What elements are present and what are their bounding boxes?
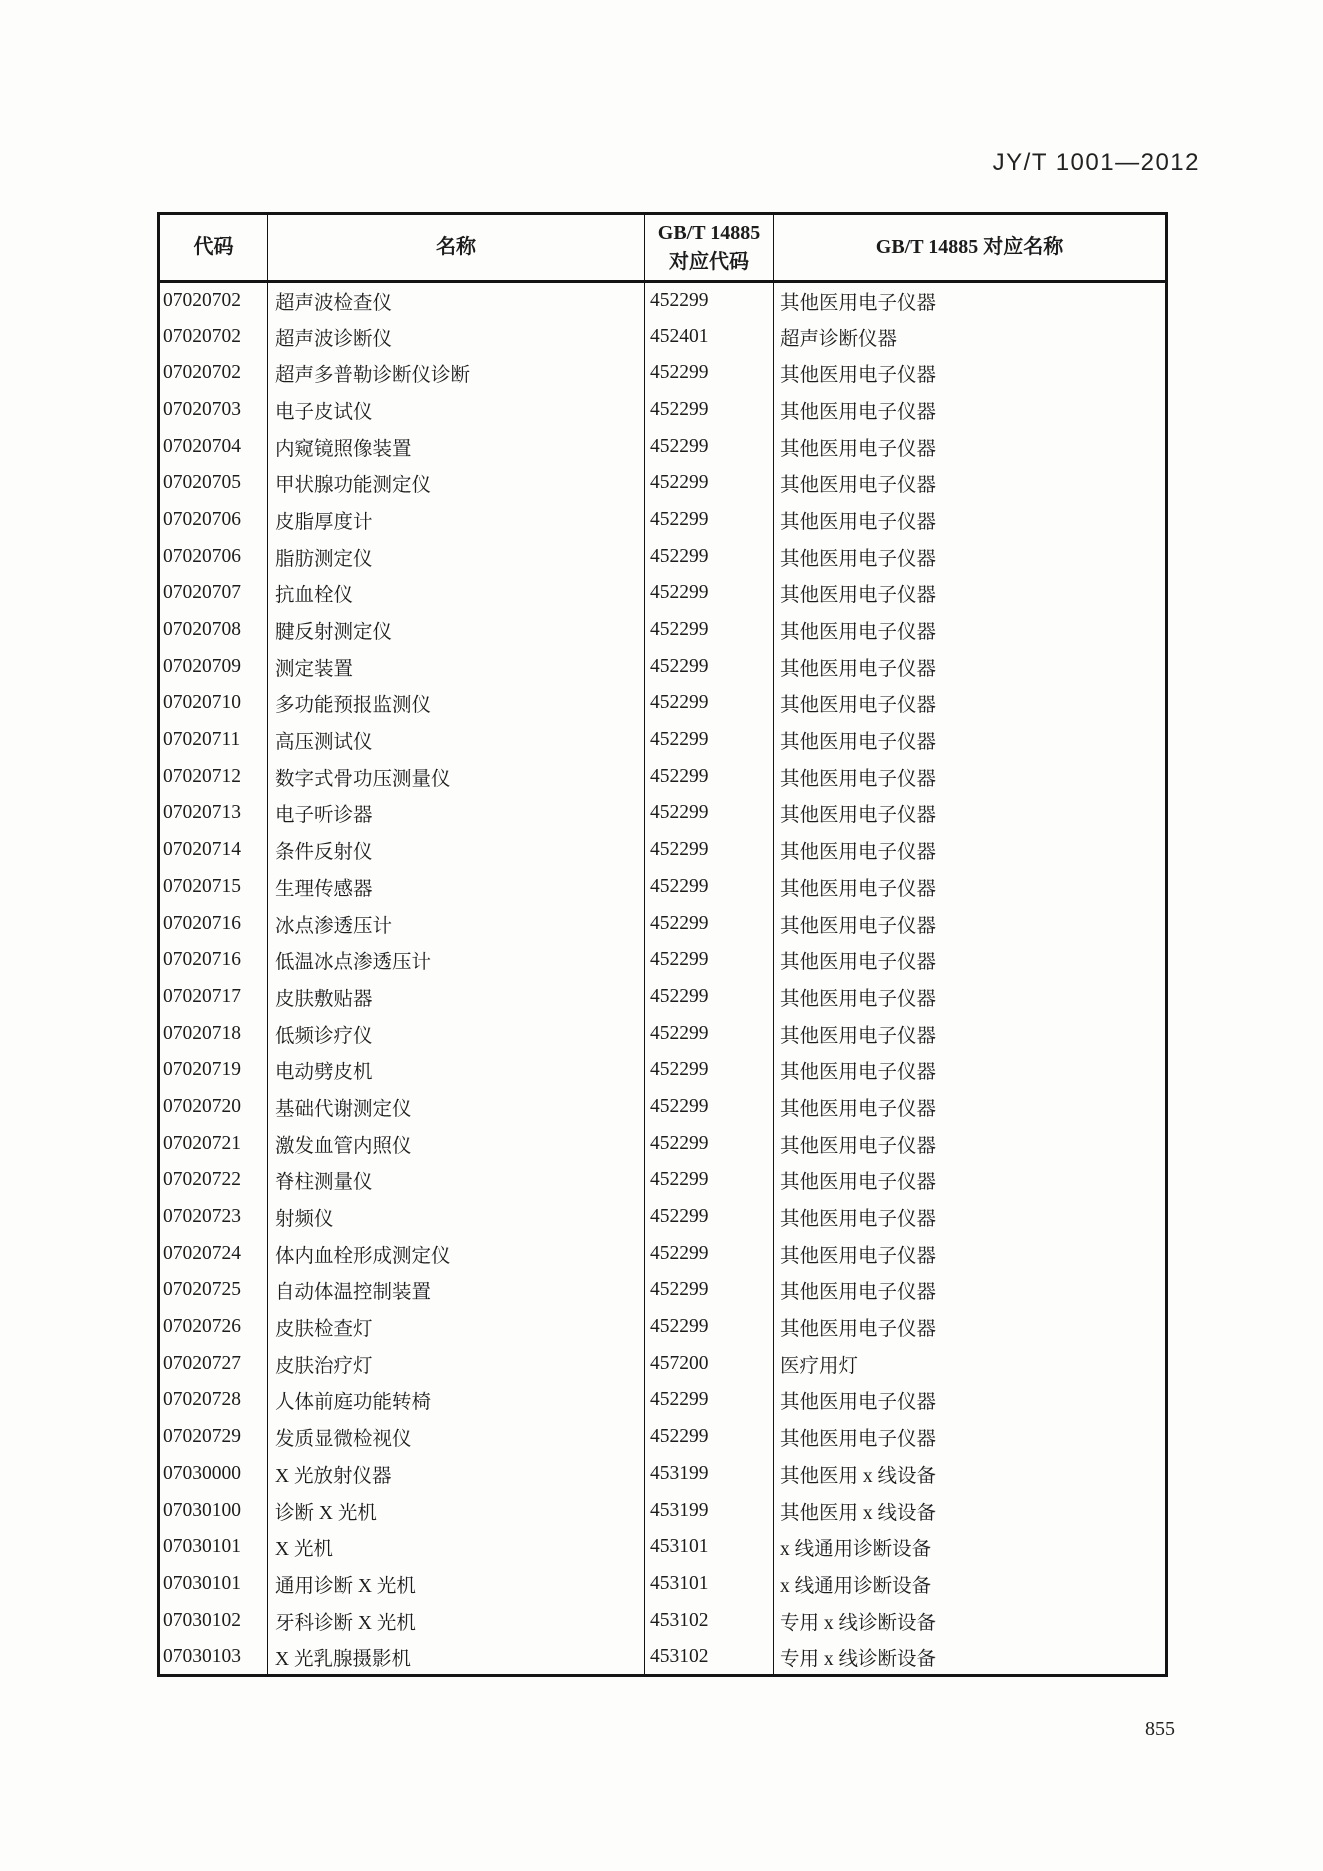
cell-code: 07020711	[163, 729, 241, 751]
header-gbt-name: GB/T 14885 对应名称	[774, 214, 1167, 282]
cell-gbt-name: 其他医用电子仪器	[774, 282, 1167, 319]
cell-code: 07020715	[163, 875, 241, 897]
cell-name: 内窥镜照像装置	[268, 428, 645, 465]
table-row	[159, 905, 1167, 942]
cell-name: 皮肤敷贴器	[268, 979, 645, 1016]
table-row	[159, 648, 1167, 685]
cell-code: 07030101	[163, 1572, 241, 1594]
cell-name: 牙科诊断 X 光机	[268, 1602, 645, 1639]
cell-code: 07020705	[163, 472, 241, 494]
cell-gbt-name: 其他医用电子仪器	[774, 979, 1167, 1016]
cell-gbt-code: 452299	[645, 612, 774, 649]
cell-name: 生理传感器	[268, 869, 645, 906]
cell-gbt-code: 452299	[645, 1272, 774, 1309]
cell-gbt-code: 453101	[645, 1566, 774, 1603]
cell-gbt-code: 452299	[645, 685, 774, 722]
cell-gbt-name: 其他医用电子仪器	[774, 795, 1167, 832]
cell-name: 超声波诊断仪	[268, 318, 645, 355]
cell-gbt-name: 其他医用电子仪器	[774, 612, 1167, 649]
cell-code: 07020729	[163, 1426, 241, 1448]
table-row	[159, 538, 1167, 575]
table-row	[159, 722, 1167, 759]
cell-name: 电动劈皮机	[268, 1052, 645, 1089]
table-row	[159, 1602, 1167, 1639]
table-row	[159, 1456, 1167, 1493]
cell-gbt-code: 453199	[645, 1492, 774, 1529]
cell-gbt-name: 其他医用电子仪器	[774, 869, 1167, 906]
cell-gbt-code: 453102	[645, 1639, 774, 1676]
table-row	[159, 1125, 1167, 1162]
cell-code: 07020710	[163, 692, 241, 714]
cell-code: 07020717	[163, 985, 241, 1007]
cell-gbt-code: 452299	[645, 355, 774, 392]
cell-code: 07020709	[163, 655, 241, 677]
cell-code: 07020706	[163, 508, 241, 530]
cell-code: 07020727	[163, 1352, 241, 1374]
cell-gbt-name: 其他医用电子仪器	[774, 1235, 1167, 1272]
cell-name: 激发血管内照仪	[268, 1125, 645, 1162]
cell-code: 07030101	[163, 1536, 241, 1558]
cell-gbt-code: 452299	[645, 282, 774, 319]
cell-code: 07020725	[163, 1279, 241, 1301]
table-row	[159, 685, 1167, 722]
table-row	[159, 979, 1167, 1016]
cell-gbt-name: 其他医用电子仪器	[774, 502, 1167, 539]
cell-gbt-code: 452299	[645, 1162, 774, 1199]
cell-gbt-code: 453101	[645, 1529, 774, 1566]
cell-gbt-name: 其他医用电子仪器	[774, 355, 1167, 392]
cell-gbt-name: x 线通用诊断设备	[774, 1529, 1167, 1566]
cell-code: 07020721	[163, 1132, 241, 1154]
cell-gbt-name: x 线通用诊断设备	[774, 1566, 1167, 1603]
cell-gbt-name: 其他医用电子仪器	[774, 1382, 1167, 1419]
cell-code: 07020703	[163, 398, 241, 420]
cell-gbt-name: 其他医用电子仪器	[774, 465, 1167, 502]
cell-name: 发质显微检视仪	[268, 1419, 645, 1456]
cell-gbt-code: 452401	[645, 318, 774, 355]
table-row	[159, 465, 1167, 502]
cell-gbt-name: 专用 x 线诊断设备	[774, 1602, 1167, 1639]
cell-code: 07020716	[163, 949, 241, 971]
table-row	[159, 1419, 1167, 1456]
cell-name: 射频仪	[268, 1199, 645, 1236]
header-gbt-code-line1: GB/T 14885	[657, 221, 761, 244]
cell-code: 07030100	[163, 1499, 241, 1521]
cell-gbt-name: 其他医用电子仪器	[774, 942, 1167, 979]
cell-gbt-name: 其他医用电子仪器	[774, 1162, 1167, 1199]
cell-gbt-name: 专用 x 线诊断设备	[774, 1639, 1167, 1676]
cell-gbt-name: 其他医用电子仪器	[774, 1199, 1167, 1236]
table-body	[159, 282, 1167, 1676]
cell-gbt-code: 452299	[645, 1089, 774, 1126]
cell-name: 皮脂厚度计	[268, 502, 645, 539]
table-row	[159, 282, 1167, 319]
cell-code: 07020723	[163, 1206, 241, 1228]
cell-gbt-name: 其他医用电子仪器	[774, 905, 1167, 942]
cell-gbt-code: 452299	[645, 722, 774, 759]
cell-name: 自动体温控制装置	[268, 1272, 645, 1309]
cell-gbt-code: 452299	[645, 869, 774, 906]
cell-gbt-name: 其他医用电子仪器	[774, 758, 1167, 795]
cell-name: 通用诊断 X 光机	[268, 1566, 645, 1603]
cell-gbt-name: 其他医用 x 线设备	[774, 1456, 1167, 1493]
table-row	[159, 1345, 1167, 1382]
device-code-table	[157, 212, 1168, 1677]
table-row	[159, 355, 1167, 392]
table-row	[159, 758, 1167, 795]
cell-gbt-code: 452299	[645, 538, 774, 575]
header-gbt-code-line2: 对应代码	[669, 250, 749, 273]
cell-gbt-name: 其他医用电子仪器	[774, 538, 1167, 575]
cell-name: 脊柱测量仪	[268, 1162, 645, 1199]
table-row	[159, 392, 1167, 429]
cell-code: 07020718	[163, 1022, 241, 1044]
table-row	[159, 1272, 1167, 1309]
cell-gbt-name: 超声诊断仪器	[774, 318, 1167, 355]
cell-gbt-name: 其他医用电子仪器	[774, 1419, 1167, 1456]
table-row	[159, 1639, 1167, 1676]
cell-code: 07020706	[163, 545, 241, 567]
cell-gbt-code: 452299	[645, 1235, 774, 1272]
cell-gbt-code: 452299	[645, 1309, 774, 1346]
cell-gbt-code: 452299	[645, 648, 774, 685]
table-row	[159, 318, 1167, 355]
cell-gbt-name: 其他医用电子仪器	[774, 1015, 1167, 1052]
table-row	[159, 1089, 1167, 1126]
cell-code: 07030102	[163, 1609, 241, 1631]
cell-name: 冰点渗透压计	[268, 905, 645, 942]
cell-name: 低频诊疗仪	[268, 1015, 645, 1052]
table-row	[159, 612, 1167, 649]
table-row	[159, 1492, 1167, 1529]
cell-name: 基础代谢测定仪	[268, 1089, 645, 1126]
cell-name: 超声多普勒诊断仪诊断	[268, 355, 645, 392]
table-row	[159, 1382, 1167, 1419]
cell-code: 07020713	[163, 802, 241, 824]
cell-name: 电子听诊器	[268, 795, 645, 832]
cell-name: 皮肤治疗灯	[268, 1345, 645, 1382]
cell-name: 多功能预报监测仪	[268, 685, 645, 722]
cell-name: 脂肪测定仪	[268, 538, 645, 575]
cell-name: 超声波检查仪	[268, 282, 645, 319]
cell-name: X 光放射仪器	[268, 1456, 645, 1493]
cell-gbt-code: 452299	[645, 1052, 774, 1089]
table-row	[159, 1309, 1167, 1346]
table-row	[159, 1529, 1167, 1566]
cell-name: 测定装置	[268, 648, 645, 685]
cell-gbt-name: 其他医用电子仪器	[774, 685, 1167, 722]
cell-gbt-name: 其他医用电子仪器	[774, 428, 1167, 465]
standard-number: JY/T 1001—2012	[992, 149, 1200, 176]
cell-gbt-code: 453199	[645, 1456, 774, 1493]
table-row	[159, 1162, 1167, 1199]
cell-gbt-name: 其他医用电子仪器	[774, 1272, 1167, 1309]
cell-name: 数字式骨功压测量仪	[268, 758, 645, 795]
cell-code: 07020720	[163, 1095, 241, 1117]
header-gbt-code	[645, 214, 774, 282]
page-number: 855	[1145, 1718, 1175, 1740]
cell-name: 人体前庭功能转椅	[268, 1382, 645, 1419]
header-code: 代码	[159, 214, 268, 282]
cell-code: 07020704	[163, 435, 241, 457]
cell-gbt-name: 其他医用电子仪器	[774, 722, 1167, 759]
cell-code: 07020707	[163, 582, 241, 604]
cell-name: 抗血栓仪	[268, 575, 645, 612]
cell-gbt-code: 452299	[645, 1015, 774, 1052]
cell-gbt-code: 453102	[645, 1602, 774, 1639]
cell-code: 07020702	[163, 362, 241, 384]
cell-name: 甲状腺功能测定仪	[268, 465, 645, 502]
cell-code: 07020714	[163, 839, 241, 861]
cell-name: 高压测试仪	[268, 722, 645, 759]
table-row	[159, 795, 1167, 832]
cell-gbt-code: 452299	[645, 502, 774, 539]
cell-code: 07020702	[163, 325, 241, 347]
cell-code: 07020724	[163, 1242, 241, 1264]
cell-gbt-code: 452299	[645, 979, 774, 1016]
cell-gbt-name: 其他医用电子仪器	[774, 1052, 1167, 1089]
cell-gbt-name: 其他医用电子仪器	[774, 392, 1167, 429]
cell-name: X 光机	[268, 1529, 645, 1566]
cell-gbt-code: 452299	[645, 1382, 774, 1419]
table-row	[159, 575, 1167, 612]
cell-code: 07030000	[163, 1462, 241, 1484]
cell-code: 07020722	[163, 1169, 241, 1191]
cell-name: 诊断 X 光机	[268, 1492, 645, 1529]
cell-name: 低温冰点渗透压计	[268, 942, 645, 979]
cell-gbt-name: 其他医用电子仪器	[774, 575, 1167, 612]
cell-gbt-name: 其他医用 x 线设备	[774, 1492, 1167, 1529]
cell-gbt-code: 452299	[645, 942, 774, 979]
cell-gbt-code: 452299	[645, 575, 774, 612]
cell-code: 07020726	[163, 1316, 241, 1338]
cell-code: 07020702	[163, 289, 241, 311]
cell-gbt-code: 452299	[645, 392, 774, 429]
table-row	[159, 1015, 1167, 1052]
cell-code: 07020719	[163, 1059, 241, 1081]
cell-name: 电子皮试仪	[268, 392, 645, 429]
cell-code: 07030103	[163, 1645, 241, 1667]
cell-code: 07020712	[163, 765, 241, 787]
cell-gbt-name: 医疗用灯	[774, 1345, 1167, 1382]
cell-gbt-code: 452299	[645, 795, 774, 832]
table-row	[159, 869, 1167, 906]
table-row	[159, 428, 1167, 465]
cell-name: 皮肤检查灯	[268, 1309, 645, 1346]
table-header-row	[159, 214, 1167, 282]
cell-code: 07020708	[163, 619, 241, 641]
cell-name: X 光乳腺摄影机	[268, 1639, 645, 1676]
cell-code: 07020716	[163, 912, 241, 934]
cell-gbt-name: 其他医用电子仪器	[774, 1309, 1167, 1346]
cell-gbt-code: 452299	[645, 832, 774, 869]
cell-gbt-code: 452299	[645, 1199, 774, 1236]
table-row	[159, 1199, 1167, 1236]
cell-name: 体内血栓形成测定仪	[268, 1235, 645, 1272]
cell-gbt-code: 452299	[645, 1419, 774, 1456]
cell-gbt-name: 其他医用电子仪器	[774, 1125, 1167, 1162]
cell-gbt-code: 452299	[645, 465, 774, 502]
cell-name: 条件反射仪	[268, 832, 645, 869]
table-row	[159, 942, 1167, 979]
cell-gbt-name: 其他医用电子仪器	[774, 832, 1167, 869]
table-header	[159, 214, 1167, 282]
table-row	[159, 1052, 1167, 1089]
cell-name: 腱反射测定仪	[268, 612, 645, 649]
cell-gbt-code: 452299	[645, 758, 774, 795]
table-row	[159, 1566, 1167, 1603]
cell-gbt-code: 457200	[645, 1345, 774, 1382]
cell-gbt-code: 452299	[645, 905, 774, 942]
cell-gbt-code: 452299	[645, 1125, 774, 1162]
cell-code: 07020728	[163, 1389, 241, 1411]
table-row	[159, 832, 1167, 869]
cell-gbt-name: 其他医用电子仪器	[774, 1089, 1167, 1126]
cell-gbt-name: 其他医用电子仪器	[774, 648, 1167, 685]
header-name: 名称	[268, 214, 645, 282]
table-row	[159, 1235, 1167, 1272]
cell-gbt-code: 452299	[645, 428, 774, 465]
table-row	[159, 502, 1167, 539]
